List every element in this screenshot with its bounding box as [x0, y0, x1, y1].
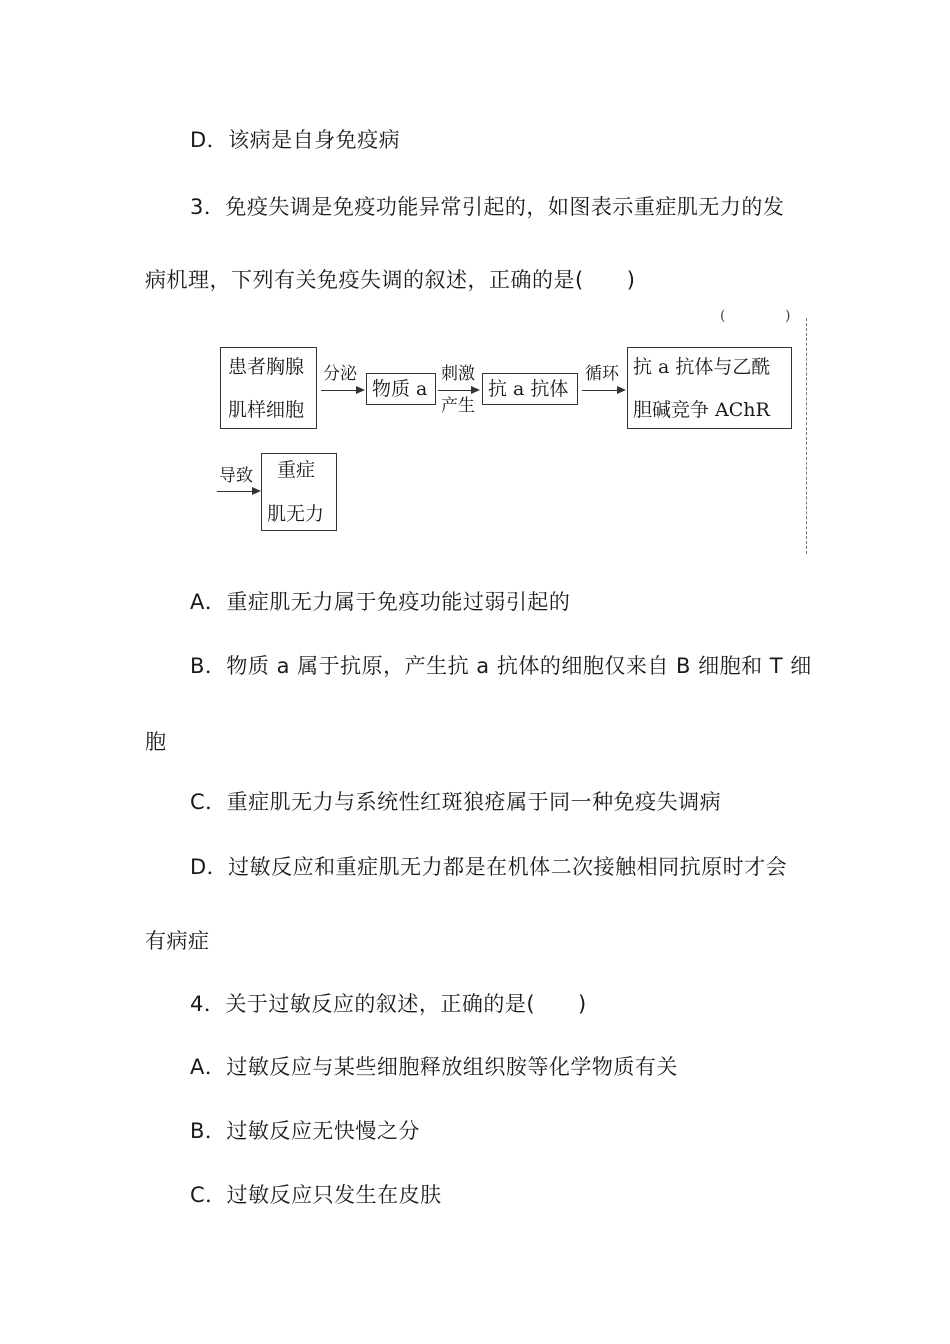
box4-line1: 抗 a 抗体与乙酰	[633, 356, 771, 378]
q3-option-b-line2: 胞	[145, 730, 167, 754]
box1-line2: 肌样细胞	[228, 399, 305, 421]
box2-text: 物质 a	[372, 378, 428, 400]
box1-line1: 患者胸腺	[228, 356, 305, 378]
q3-option-d-line1: D．过敏反应和重症肌无力都是在机体二次接触相同抗原时才会	[190, 855, 788, 879]
q4-option-a: A．过敏反应与某些细胞释放组织胺等化学物质有关	[190, 1055, 678, 1079]
q3-option-b-line1: B．物质 a 属于抗原，产生抗 a 抗体的细胞仅来自 B 细胞和 T 细	[190, 654, 812, 678]
box-thymus-myoid-cells	[220, 347, 317, 429]
q3-option-a: A．重症肌无力属于免疫功能过弱引起的	[190, 590, 571, 614]
q4-option-b: B．过敏反应无快慢之分	[190, 1119, 420, 1143]
q4-stem: 4．关于过敏反应的叙述，正确的是( )	[190, 992, 587, 1016]
crop-mark-left: (	[720, 308, 726, 324]
q3-option-d-line2: 有病症	[145, 929, 210, 953]
arrow1-label: 分泌	[323, 364, 357, 384]
arrow1	[321, 390, 363, 391]
arrow2-label-top: 刺激	[441, 364, 475, 384]
q4-option-c: C．过敏反应只发生在皮肤	[190, 1183, 442, 1207]
box-myasthenia-gravis	[261, 453, 337, 531]
arrow2	[438, 390, 478, 391]
q2-option-d: D．该病是自身免疫病	[190, 128, 401, 152]
box-antibody-competes-achr	[627, 347, 792, 429]
dashed-margin-line	[806, 318, 807, 554]
box5-line1: 重症	[277, 459, 316, 481]
box-anti-a-antibody	[482, 373, 578, 405]
q3-stem-line2: 病机理，下列有关免疫失调的叙述，正确的是( )	[145, 268, 636, 292]
box5-line2: 肌无力	[267, 503, 325, 525]
arrow3	[582, 390, 624, 391]
q3-option-c: C．重症肌无力与系统性红斑狼疮属于同一种免疫失调病	[190, 790, 722, 814]
arrow4	[217, 491, 259, 492]
q3-stem-line1: 3．免疫失调是免疫功能异常引起的，如图表示重症肌无力的发	[190, 195, 785, 219]
box-substance-a	[366, 373, 436, 405]
arrow4-label: 导致	[219, 466, 253, 486]
box4-line2: 胆碱竞争 AChR	[633, 399, 770, 421]
arrow3-label: 循环	[585, 364, 619, 384]
crop-mark-right: )	[785, 308, 791, 324]
box3-text: 抗 a 抗体	[488, 378, 569, 400]
arrow2-label-bottom: 产生	[441, 396, 475, 416]
